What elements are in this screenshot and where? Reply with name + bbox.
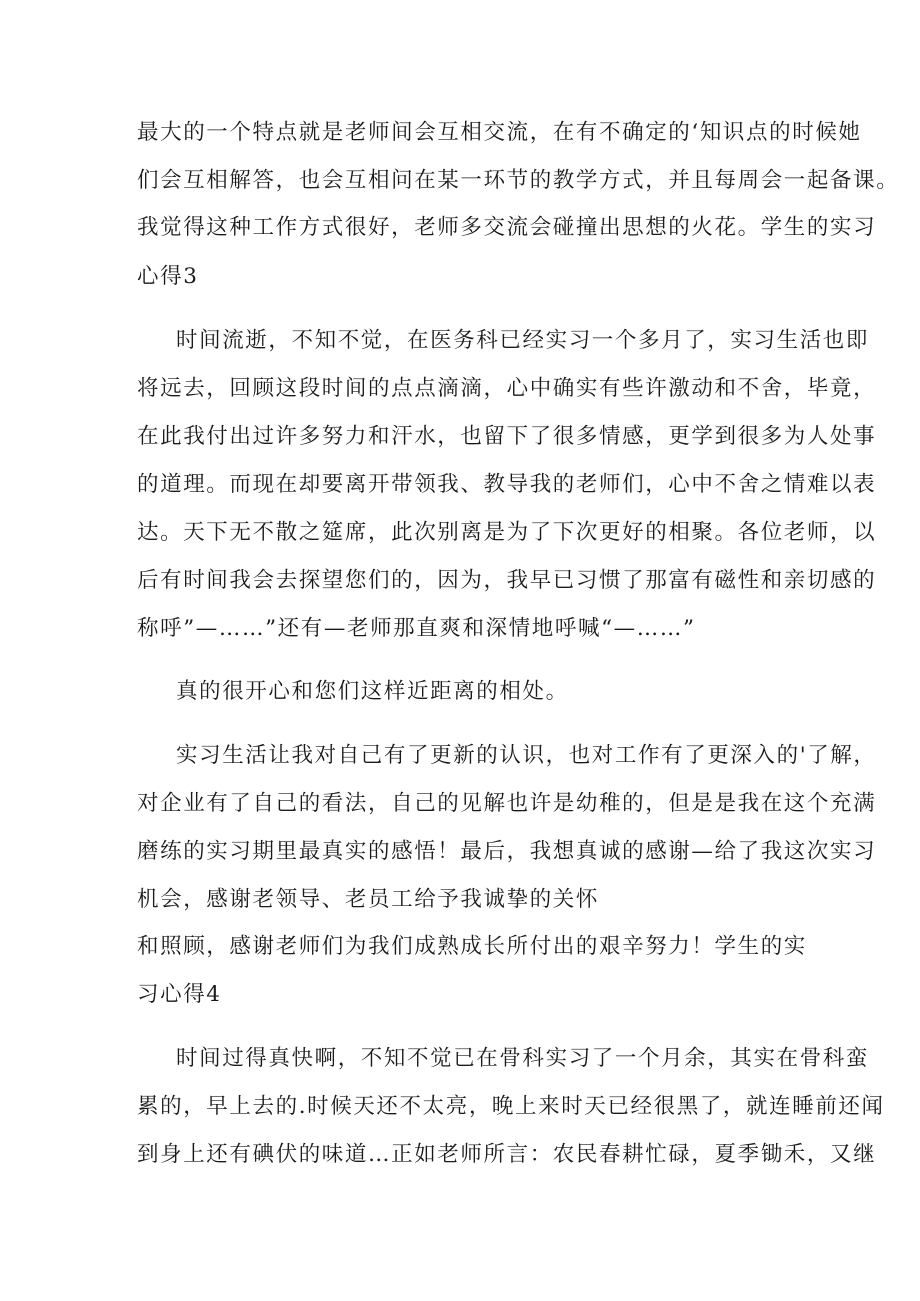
- text-line-14: 对企业有了自己的看法，自己的见解也许是幼稚的，但是是我在这个充满: [137, 791, 877, 816]
- text-line-19: 时间过得真快啊，不知不觉已在骨科实习了一个月余，其实在骨科蛮: [176, 1046, 870, 1071]
- text-line-6: 将远去，回顾这段时间的点点滴滴，心中确实有些许激动和不舍，毕竟，: [137, 376, 877, 401]
- text-line-17: 和照顾，感谢老师们为我们成熟成长所付出的艰辛努力！学生的实: [137, 934, 807, 959]
- text-line-12: 真的很开心和您们这样近距离的相处。: [176, 679, 569, 704]
- text-line-21: 到身上还有碘伏的味道…正如老师所言：农民春耕忙碌，夏季锄禾，又继: [137, 1142, 877, 1167]
- text-line-20: 累的，早上去的.时候天还不太亮，晚上来时天已经很黑了，就连睡前还闻: [137, 1094, 885, 1119]
- text-line-16: 机会，感谢老领导、老员工给予我诚挚的关怀: [137, 887, 600, 912]
- text-line-11: 称呼”—……”还有—老师那直爽和深情地呼喊“—……”: [137, 616, 696, 641]
- text-line-9: 达。天下无不散之筵席，此次别离是为了下次更好的相聚。各位老师，以: [137, 520, 877, 545]
- text-line-7: 在此我付出过许多努力和汗水，也留下了很多情感，更学到很多为人处事: [137, 424, 877, 449]
- text-line-4: 心得3: [137, 264, 199, 289]
- text-line-3: 我觉得这种工作方式很好，老师多交流会碰撞出思想的火花。学生的实习: [137, 215, 877, 240]
- text-line-8: 的道理。而现在却要离开带领我、教导我的老师们，心中不舍之情难以表: [137, 472, 877, 497]
- text-line-5: 时间流逝，不知不觉，在医务科已经实习一个多月了，实习生活也即: [176, 328, 870, 353]
- text-line-13: 实习生活让我对自己有了更新的认识，也对工作有了更深入的'了解，: [176, 743, 877, 768]
- text-line-2: 们会互相解答，也会互相问在某一环节的教学方式，并且每周会一起备课。: [137, 168, 900, 193]
- text-line-15: 磨练的实习期里最真实的感悟！最后，我想真诚的感谢—给了我这次实习: [137, 839, 877, 864]
- text-line-18: 习心得4: [137, 982, 222, 1007]
- text-line-10: 后有时间我会去探望您们的，因为，我早已习惯了那富有磁性和亲切感的: [137, 568, 877, 593]
- text-line-1: 最大的一个特点就是老师间会互相交流，在有不确定的‘知识点的时候她: [137, 120, 862, 145]
